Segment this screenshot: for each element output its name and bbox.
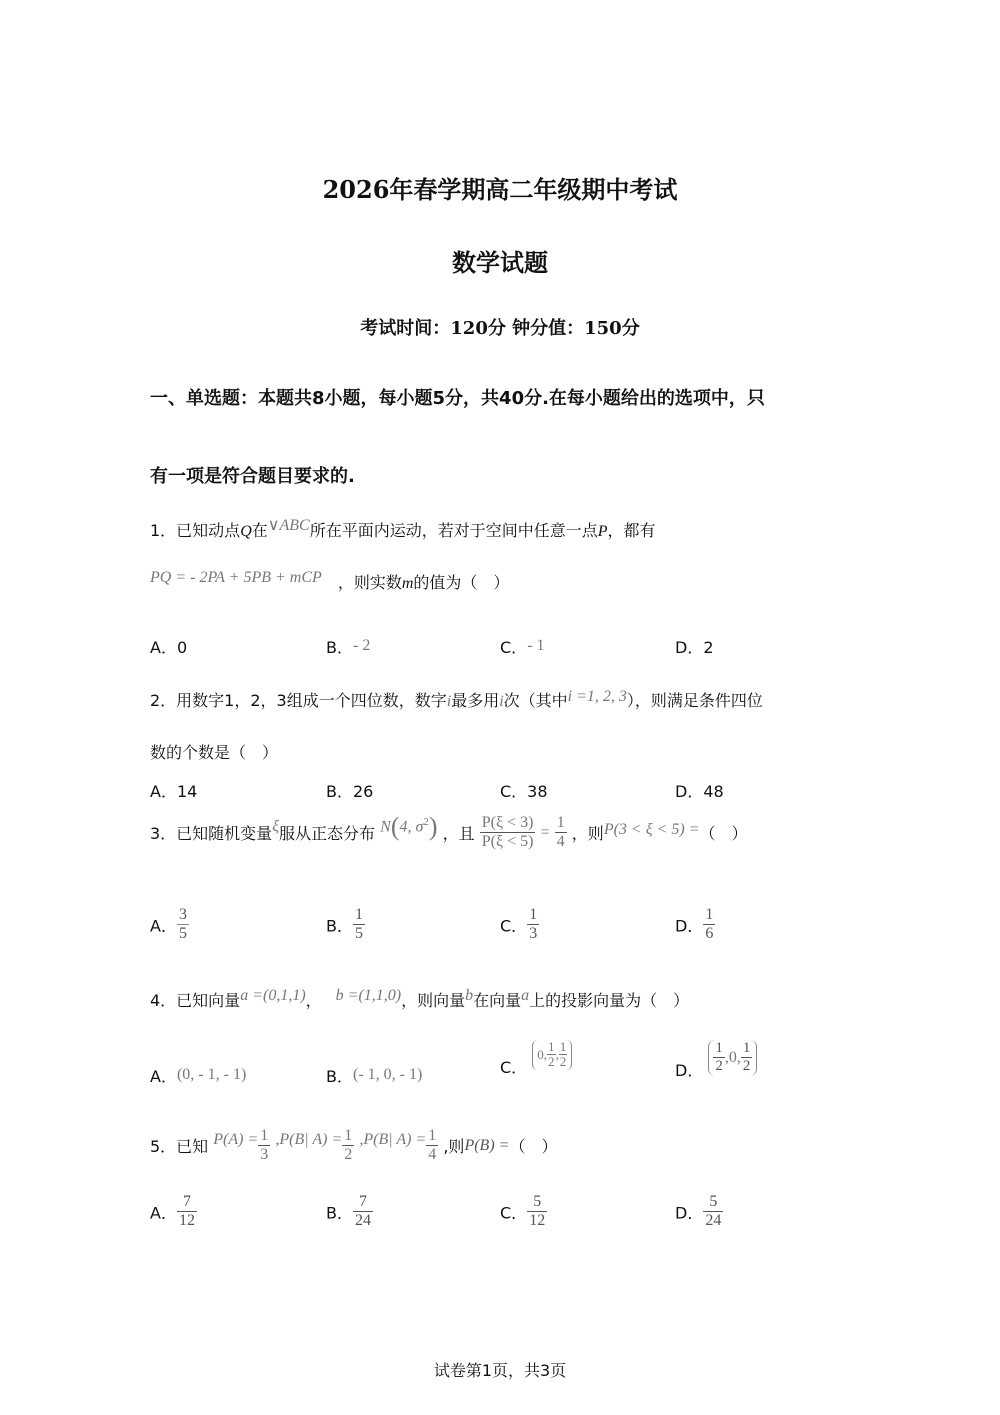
q1-option-a: A．0 xyxy=(150,638,188,657)
q2-option-a: A．14 xyxy=(150,782,198,801)
q2-option-d: D．48 xyxy=(675,782,724,801)
q5-option-c: C． $\frac{5}{12}$ xyxy=(500,1193,546,1230)
q5-option-d: D． $\frac{5}{24}$ xyxy=(675,1193,722,1230)
question-5-line: 5．已知 P(A) = $\frac{1}{3}$ ,P(B| A) = $\frac{1}{2}$ ,P(B| A) = $\frac{1}{4}$ ,则P(B) =（ ） xyxy=(150,1127,558,1164)
q5-option-b: B． $\frac{7}{24}$ xyxy=(326,1193,371,1230)
question-1-line2: PQ = - 2PA + 5PB + mCP ，则实数m的值为（ ） xyxy=(150,569,510,592)
q2-option-b: B．26 xyxy=(326,782,374,801)
q4-option-b: B．(- 1, 0, - 1) xyxy=(326,1066,423,1086)
exam-title: 2026年春学期高二年级期中考试 xyxy=(322,175,678,204)
q4-option-c-vector: 0, $\frac{1}{2}$ , $\frac{1}{2}$ xyxy=(532,1040,572,1070)
q1-option-d: D．2 xyxy=(675,638,714,657)
exam-info: 考试时间：120分 钟分值：150分 xyxy=(360,318,640,339)
q3-option-b: B． $\frac{1}{5}$ xyxy=(326,906,363,943)
question-3-line: 3．已知随机变量ξ服从正态分布 N(4, $\sigma^2$) ，且 $\frac{P(\xi < 3)}{P(\xi < 5)}$ = $\frac{1}{4}$ ，则P(3 < ξ < 5) =（ ） xyxy=(150,811,748,851)
q3-ratio-fraction: $\frac{P(\xi < 3)}{P(\xi < 5)}$ xyxy=(481,814,534,851)
exam-subject: 数学试题 xyxy=(452,248,548,277)
section-heading-line2: 有一项是符合题目要求的. xyxy=(150,466,355,487)
q3-ratio-rhs: $\frac{1}{4}$ xyxy=(556,814,565,851)
q2-option-c: C．38 xyxy=(500,782,548,801)
q4-option-a: A．(0, - 1, - 1) xyxy=(150,1066,247,1086)
q1-option-c: C．- 1 xyxy=(500,637,545,657)
section-heading-line1: 一、单选题：本题共8小题，每小题5分，共40分.在每小题给出的选项中，只 xyxy=(150,388,765,409)
q1-vector-formula: PQ = - 2PA + 5PB + mCP xyxy=(150,569,322,586)
q3-option-a: A． $\frac{3}{5}$ xyxy=(150,906,187,943)
q5-option-a: A． $\frac{7}{12}$ xyxy=(150,1193,195,1230)
q3-option-d: D． $\frac{1}{6}$ xyxy=(675,906,714,943)
question-4-line: 4．已知向量a =(0,1,1)， b =(1,1,0)，则向量b在向量a上的投影向量为（ ） xyxy=(150,987,690,1010)
question-2-line2: 数的个数是（ ） xyxy=(150,743,279,762)
q4-option-d: D． $\frac{1}{2}$ ,0, $\frac{1}{2}$ xyxy=(675,1040,757,1076)
q4-option-c: C． 0, $\frac{1}{2}$ , $\frac{1}{2}$ xyxy=(500,1040,572,1070)
question-2-line1: 2．用数字1，2，3组成一个四位数，数字i最多用i次（其中i =1, 2, 3），则满足条件四位 xyxy=(150,688,763,710)
page-footer: 试卷第1页，共3页 xyxy=(433,1361,567,1380)
q3-option-c: C． $\frac{1}{3}$ xyxy=(500,906,538,943)
question-1-line1: 1．已知动点Q在∨ABC所在平面内运动，若对于空间中任意一点P，都有 xyxy=(150,517,656,540)
q3-distribution: N(4, $\sigma^2$) xyxy=(380,811,438,841)
q1-option-b: B．- 2 xyxy=(326,637,371,657)
q4-option-d-vector: $\frac{1}{2}$ ,0, $\frac{1}{2}$ xyxy=(708,1040,757,1076)
